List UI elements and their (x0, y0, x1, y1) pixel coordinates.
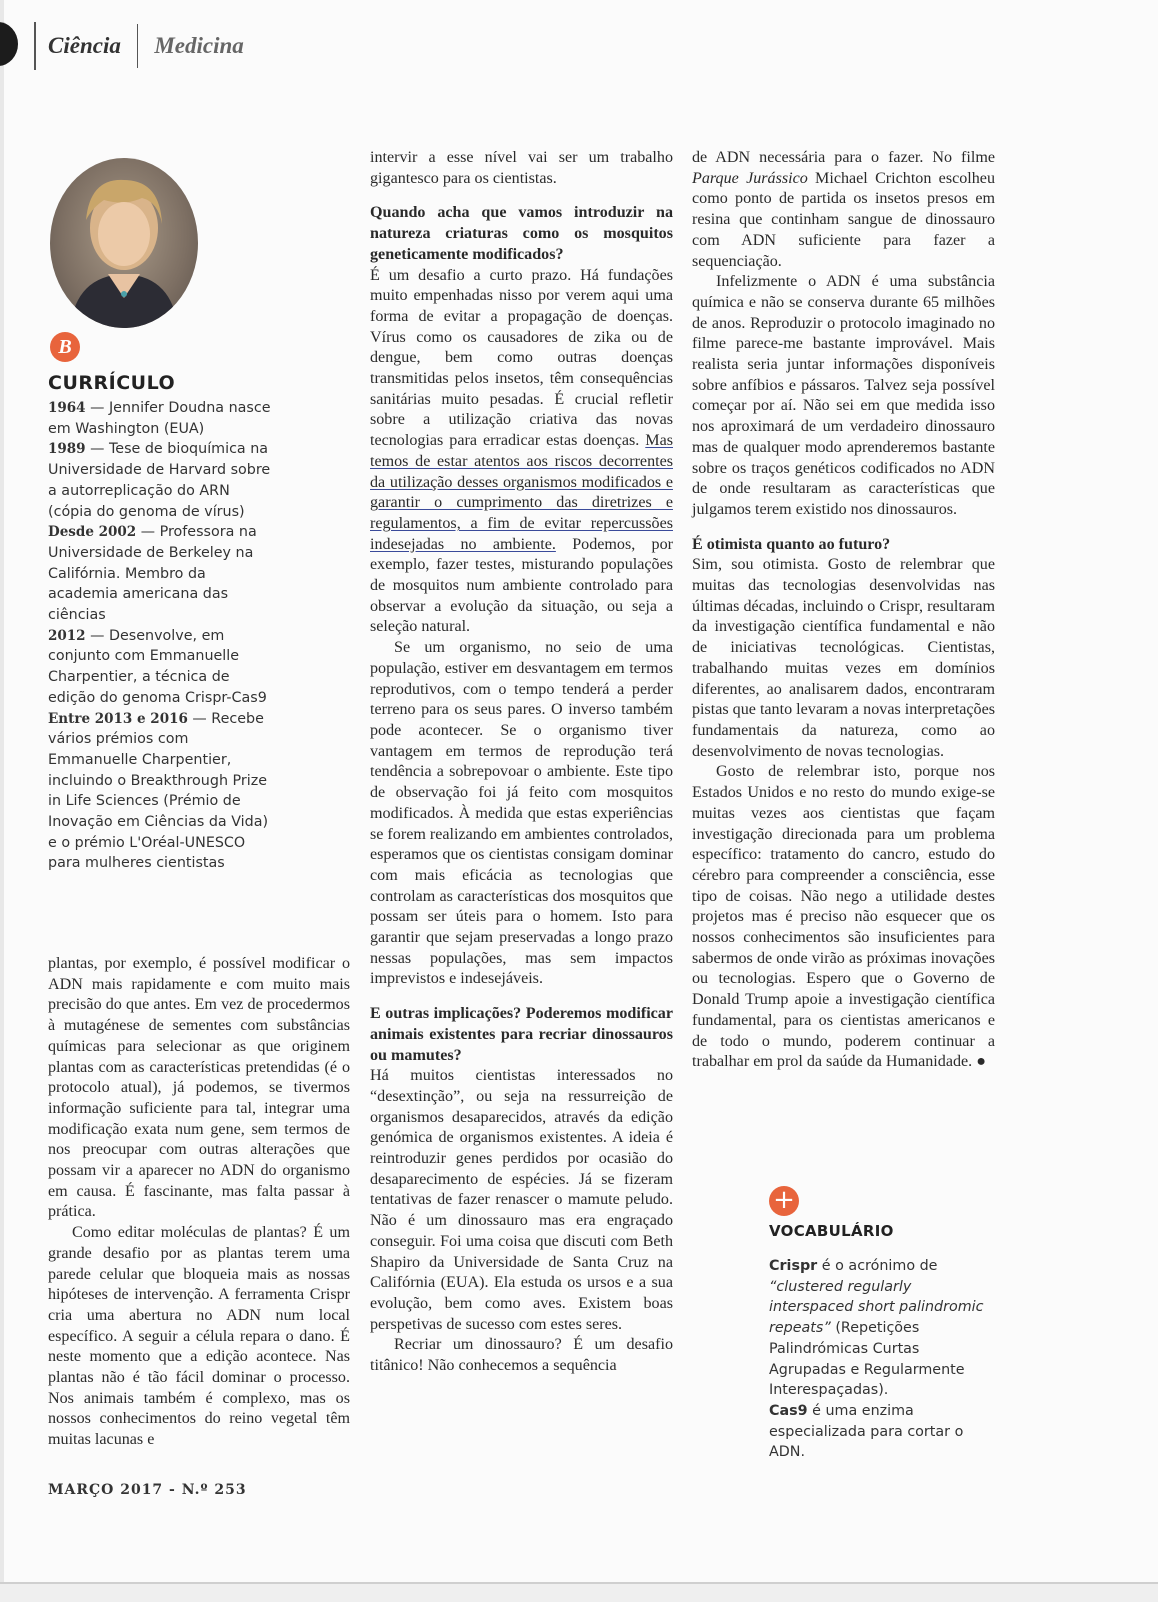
interview-question: Quando acha que vamos introduzir na natureza criaturas como os mosquitos geneticamente modificados? (370, 204, 673, 263)
curriculum-box (48, 372, 278, 874)
section-label: Ciência (48, 33, 121, 58)
header-divider (137, 24, 139, 68)
article-column-1 (48, 954, 350, 1451)
portrait-illustration (50, 158, 198, 328)
page-bottom-edge (0, 1582, 1158, 1602)
interview-question: E outras implicações? Poderemos modificar animais existentes para recriar dinossauros ou mamutes? (370, 1005, 673, 1064)
curriculum-entry: Entre 2013 e 2016 — Recebe vários prémios com Emmanuelle Charpentier, incluindo o Breakthrough Prize in Life Sciences (Prémio de Inovação em Ciências da Vida) e o prémio L'Oréal-UNESCO para mulheres cientistas (48, 710, 269, 872)
vocabulary-box (769, 1186, 999, 1463)
underlined-passage: Mas temos de estar atentos aos riscos decorrentes da utilização desses organismos modificados e garantir o cumprimento das diretrizes e regulamentos, a fim de evitar repercussões indesejadas no ambiente. (370, 432, 673, 553)
vocabulary-entry: Crispr é o acrónimo de “clustered regularly interspaced short palindromic repeats” (Repetições Palindrómicas Curtas Agrupadas e Regularmente Interespaçadas). (769, 1258, 984, 1399)
interview-answer: É um desafio a curto prazo. Há fundações muito empenhadas nisso por verem aqui uma forma de evitar a propagação de doenças. Vírus como os causadores de zika ou de dengue, bem como outras doenças transmitidas pelos insetos, têm consequências sanitárias muito pesadas. É crucial refletir sobre a utilização criativa das novas tecnologias para erradicar estas doenças. Mas temos de estar atentos aos riscos decorrentes da utilização desses organismos modificados e garantir o cumprimento das diretrizes e regulamentos, a fim de evitar repercussões indesejadas no ambiente. Podemos, por exemplo, fazer testes, misturando populações de mosquitos num ambiente controlado para observar a evolução da situação, ou seja a seleção natural. (370, 266, 673, 636)
page-edge (0, 0, 4, 1600)
subsection-label: Medicina (154, 33, 244, 58)
paragraph: Se um organismo, no seio de uma população, estiver em desvantagem em termos reprodutivos, com o tempo tenderá a perder terreno para os seus pares. O inverso também pode acontecer. Se o organismo tiver vantagem em termos de reprodução terá tendência a sobrepovoar o ambiente. Este tipo de observação foi já feito com mosquitos modificados. À medida que estas experiências se forem realizando em ambientes controlados, esperamos que os cientistas consigam dominar com mais eficácia as tecnologias que controlam as características dos mosquitos que possam ser úteis para o homem. Isto para garantir que sejam preservadas a longo prazo nessas populações, mas sem impactos imprevistos e indesejáveis. (370, 639, 673, 988)
interview-question: É otimista quanto ao futuro? (692, 535, 891, 553)
plus-icon: + (769, 1186, 799, 1216)
paragraph: plantas, por exemplo, é possível modificar o ADN mais rapidamente e com muito mais precisão do que antes. Em vez de procedermos à mutagénese de sementes com substâncias químicas para selecionar as que originem plantas com as características pretendidas (é o protocolo atual), já podemos, se tivermos informação suficiente para tal, integrar uma modificação exata num gene, sem termos de nos preocupar com outras alterações que possam vir a aparecer no ADN do organismo em causa. É fascinante, mas falta passar à prática. (48, 955, 350, 1221)
section-badge: B (50, 332, 80, 362)
paragraph: Recriar um dinossauro? É um desafio titânico! Não conhecemos a sequência (370, 1336, 673, 1375)
article-column-3 (692, 148, 995, 1073)
curriculum-entry: 2012 — Desenvolve, em conjunto com Emmanuelle Charpentier, a técnica de edição do genoma Crispr-Cas9 (48, 627, 267, 706)
curriculum-entry: 1964 — Jennifer Doudna nasce em Washington (EUA) (48, 400, 271, 437)
paragraph: de ADN necessária para o fazer. No filme Parque Jurássico Michael Crichton escolheu como ponto de partida os insetos presos em resina que continham sangue de dinossauro com ADN suficiente para fazer a sequenciação. (692, 149, 995, 270)
paragraph: Gosto de relembrar isto, porque nos Estados Unidos e no resto do mundo exige-se muitas vezes aos cientistas que façam investigação direcionada para um problema específico: tratamento do cancro, estudo do cérebro para compreender a consciência, esse tipo de coisas. Não nego a utilidade destes projetos mas é preciso não esquecer que os nossos conhecimentos são insuficientes para sabermos de onde virão as próximas inovações ou tecnologias. Espero que o Governo de Donald Trump apoie a investigação científica fundamental, para os cientistas americanos e de todo o mundo, poderem continuar a trabalhar em prol da saúde da Humanidade. ● (692, 763, 995, 1071)
film-title: Parque Jurássico (692, 169, 808, 187)
paragraph: intervir a esse nível vai ser um trabalho gigantesco para os cientistas. (370, 149, 673, 187)
interview-answer: Há muitos cientistas interessados no “desextinção”, ou seja na ressurreição de organismos desaparecidos, através da edição genómica de organismos existentes. A ideia é reintroduzir genes perdidos por ocasião do desaparecimento de espécies. Já se fizeram tentativas de fazer renascer o mamute peludo. Não é um dinossauro mas era engraçado conseguir. Foi uma coisa que discuti com Beth Shapiro da Universidade de Santa Cruz na Califórnia (EUA). Ela estuda os ursos e a sua evolução, bem como aves. Existem boas perspetivas de sucesso com estes seres. (370, 1067, 673, 1333)
section-header (48, 24, 244, 68)
portrait-photo (50, 158, 198, 328)
paragraph: Como editar moléculas de plantas? É um grande desafio por as plantas terem uma parede celular que bloqueia mais as nossas hipóteses de intervenção. A ferramenta Crispr cria uma abertura no ADN num local específico. A seguir a célula repara o dano. É neste momento que a edição acontece. Nas plantas não é tão fácil dominar o processo. Nos animais também é complexo, mas os nossos conhecimentos do reino vegetal têm muitas lacunas e (48, 1224, 350, 1449)
interview-answer: Sim, sou otimista. Gosto de relembrar que muitas das tecnologias desenvolvidas nas últimas décadas, incluindo o Crispr, resultaram da investigação científica fundamental e não de iniciativas tecnológicas. Cientistas, trabalhando muitas vezes em domínios diferentes, ao analisarem dados, encontraram pistas que tanto levaram a novas interpretações fundamentais da natureza, como ao desenvolvimento de novas tecnologias. (692, 556, 995, 760)
curriculum-entry: 1989 — Tese de bioquímica na Universidade de Harvard sobre a autorreplicação do ARN (cópia do genoma de vírus) (48, 441, 271, 520)
vocabulary-title: VOCABULÁRIO (769, 1222, 894, 1240)
curriculum-entry: Desde 2002 — Professora na Universidade de Berkeley na Califórnia. Membro da academia americana das ciências (48, 524, 257, 624)
issue-footer: MARÇO 2017 - N.º 253 (48, 1482, 247, 1498)
article-column-2 (370, 148, 673, 1377)
vocabulary-entry: Cas9 é uma enzima especializada para cortar o ADN. (769, 1402, 964, 1461)
curriculum-title: CURRÍCULO (48, 372, 176, 394)
paragraph: Infelizmente o ADN é uma substância química e não se conserva durante 65 milhões de anos. Reproduzir o protocolo imaginado no filme parece-me bastante improvável. Mais realista seria juntar informações disponíveis sobre anfíbios e pássaros. Talvez seja possível começar por aí. Não sei em que medida isso nos aproximará de um verdadeiro dinossauro mas de qualquer modo aprenderemos bastante sobre os traços genéticos codificados no ADN de onde resultaram as características que julgamos terem existido nos dinossauros. (692, 273, 995, 518)
page-tab (0, 22, 18, 66)
